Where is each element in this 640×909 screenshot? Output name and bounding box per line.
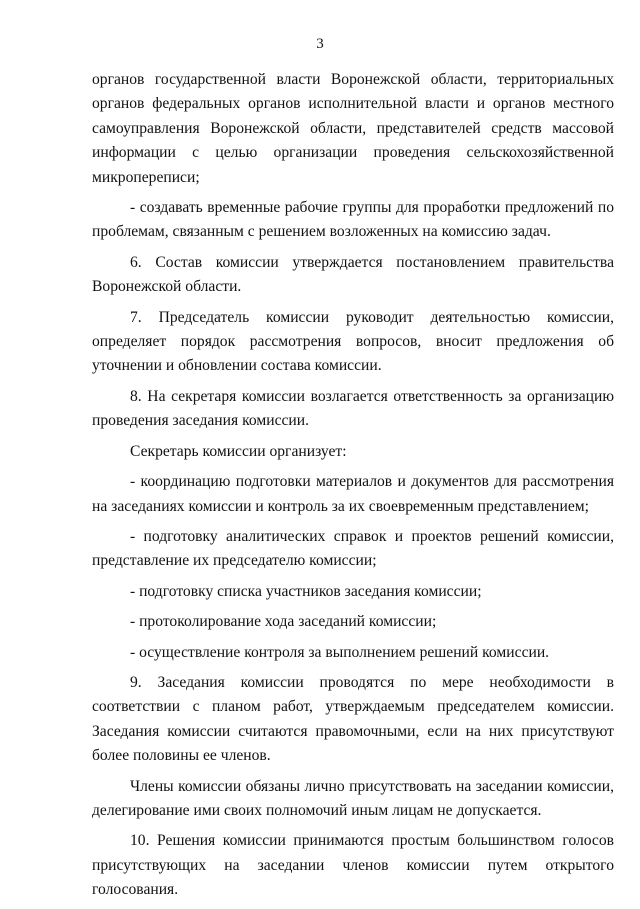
paragraph-10: 10. Решения комиссии принимаются простым большинством голосов присутствующих на заседании членов комиссии путем открытого голосования. — [92, 832, 614, 899]
paragraph-members: Члены комиссии обязаны лично присутствовать на заседании комиссии, делегирование ими своих полномочий иным лицам не допускается. — [92, 777, 614, 819]
paragraph-8: 8. На секретаря комиссии возлагается ответственность за организацию проведения заседания комиссии. — [92, 387, 614, 430]
list-item-control: - осуществление контроля за выполнением решений комиссии. — [130, 643, 550, 661]
list-item-participants: - подготовку списка участников заседания комиссии; — [130, 582, 482, 600]
paragraph-working-groups: - создавать временные рабочие группы для проработки предложений по проблемам, связанным с решением возложенных на комиссию задач. — [92, 199, 614, 241]
paragraph-continuation: органов государственной власти Воронежской области, территориальных органов федеральных органов исполнительной власти и органов местного самоуправления Воронежской области, представителей средств массовой информации с целью организации проведения сельскохозяйственной микропереписи; — [92, 71, 614, 186]
paragraph-secretary-organizes: Секретарь комиссии организует: — [130, 442, 347, 460]
list-item-minutes: - протоколирование хода заседаний комиссии; — [130, 613, 437, 631]
paragraph-7: 7. Председатель комиссии руководит деятельностью комиссии, определяет порядок рассмотрения вопросов, вносит предложения об уточнении и обновлении состава комиссии. — [92, 308, 614, 375]
list-item-analytics: - подготовку аналитических справок и проектов решений комиссии, представление их председателю комиссии; — [92, 527, 614, 570]
document-body — [92, 68, 614, 909]
paragraph-6: 6. Состав комиссии утверждается постановлением правительства Воронежской области. — [92, 253, 614, 296]
list-item-coordination: - координацию подготовки материалов и документов для рассмотрения на заседаниях комиссии и контроль за их своевременным представлением; — [92, 473, 614, 515]
paragraph-9: 9. Заседания комиссии проводятся по мере необходимости в соответствии с планом работ, утверждаемым председателем комиссии. Заседания комиссии считаются правомочными, если на них присутствуют более половины ее членов. — [92, 673, 614, 765]
page-number: 3 — [316, 36, 324, 52]
